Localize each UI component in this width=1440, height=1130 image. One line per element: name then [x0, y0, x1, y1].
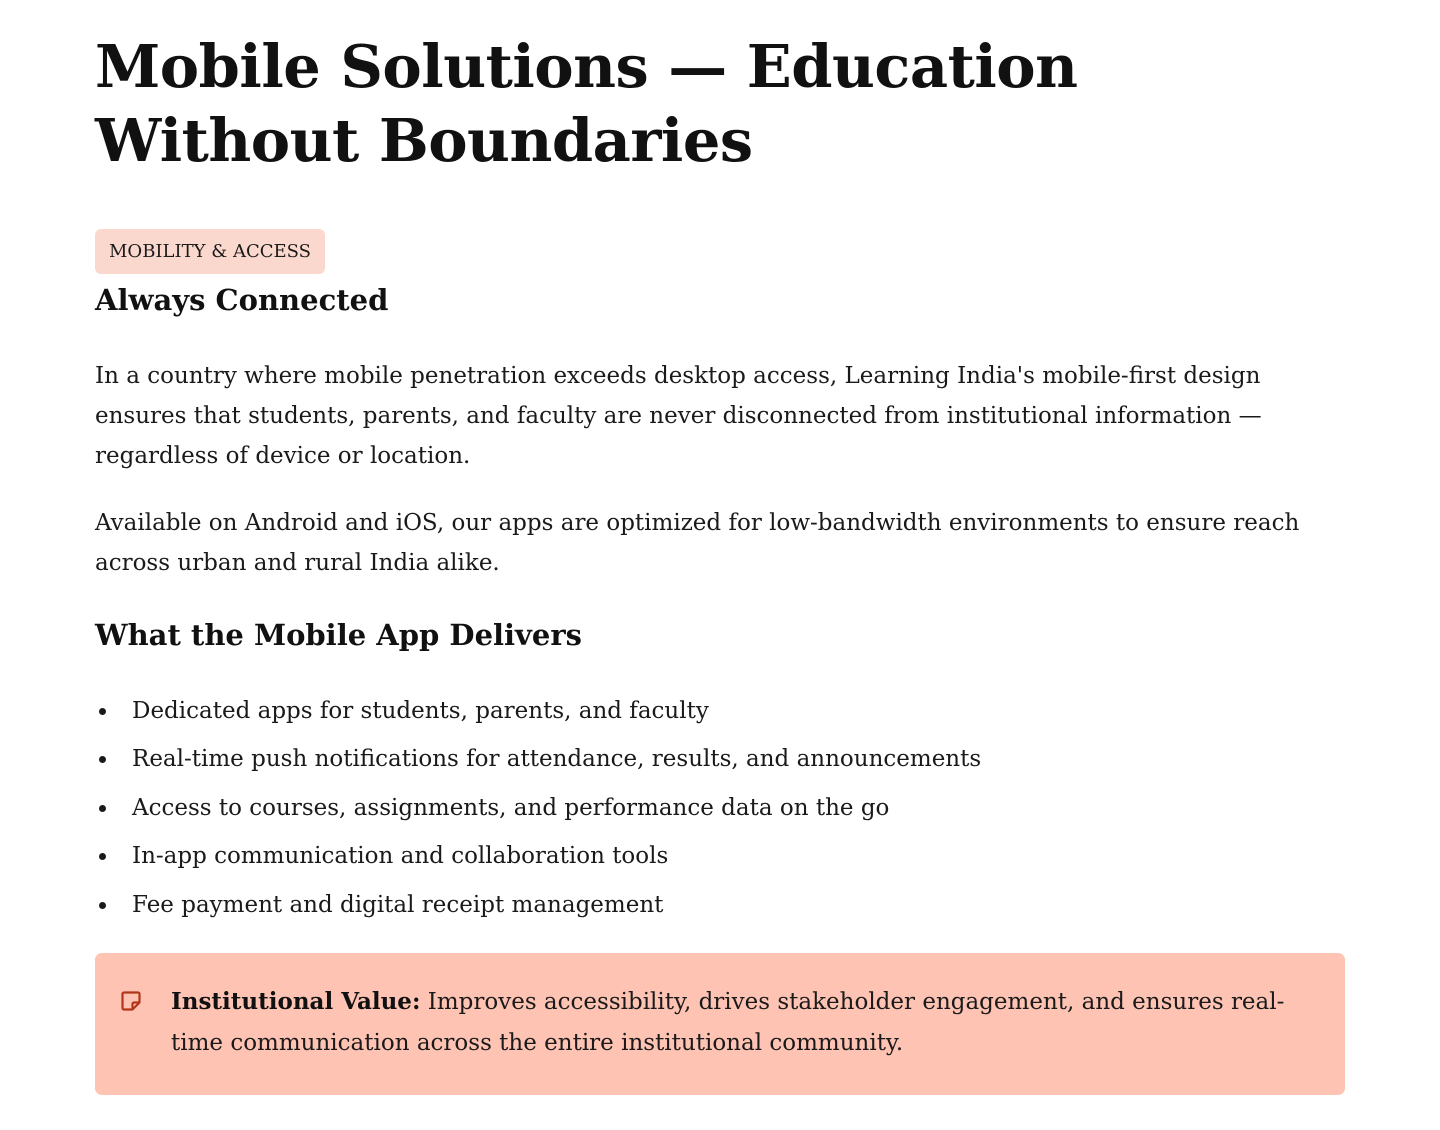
section-heading-app-delivers: What the Mobile App Delivers	[95, 618, 582, 652]
bullet-icon	[99, 853, 106, 860]
feature-list	[95, 690, 1345, 932]
list-item-text: In-app communication and collaboration tools	[132, 843, 669, 870]
bullet-icon	[99, 902, 106, 909]
availability-paragraph: Available on Android and iOS, our apps are optimized for low-bandwidth environments to ensure reach across urban and rural India alike.	[95, 510, 1300, 576]
page-title: Mobile Solutions — Education Without Boundaries	[95, 32, 1078, 175]
list-item	[95, 787, 1345, 835]
list-item-text: Access to courses, assignments, and performance data on the go	[132, 794, 890, 821]
list-item-text: Fee payment and digital receipt management	[132, 891, 664, 918]
note-icon	[119, 989, 143, 1013]
section-heading-always-connected: Always Connected	[95, 283, 389, 317]
bullet-icon	[99, 708, 106, 715]
callout-body: Improves accessibility, drives stakeholder engagement, and ensures real-time communication across the entire institutional community.	[171, 989, 1285, 1056]
list-item-text: Dedicated apps for students, parents, and faculty	[132, 698, 709, 724]
category-badge: MOBILITY & ACCESS	[95, 229, 325, 274]
intro-paragraph: In a country where mobile penetration exceeds desktop access, Learning India's mobile-first design ensures that students, parents, and faculty are never disconnected from institutional information — regardless of device or location.	[95, 363, 1262, 469]
list-item-text: Real-time push notifications for attendance, results, and announcements	[132, 746, 982, 773]
list-item	[95, 884, 1345, 932]
list-item	[95, 690, 1345, 738]
list-item	[95, 738, 1345, 786]
callout-label: Institutional Value:	[171, 988, 421, 1015]
institutional-value-callout	[95, 953, 1345, 1095]
bullet-icon	[99, 756, 106, 763]
bullet-icon	[99, 805, 106, 812]
callout-text	[171, 981, 1311, 1064]
list-item	[95, 835, 1345, 883]
